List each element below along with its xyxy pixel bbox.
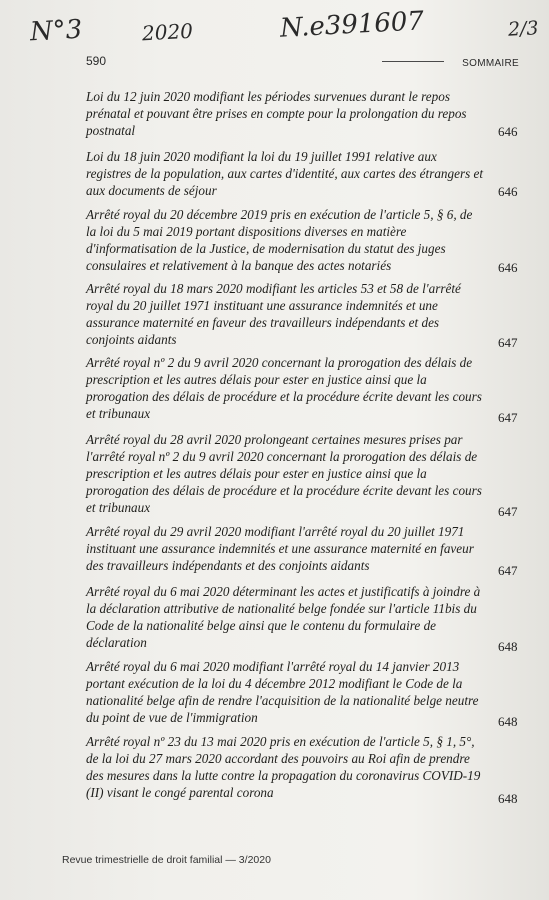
page-number: 590 [86, 54, 107, 68]
handwritten-year: 2020 [141, 18, 194, 46]
toc-entry-page: 647 [498, 504, 518, 519]
toc-entry-title: Arrêté royal du 28 avril 2020 prolongeant certaines mesures prises par l'arrêté royal nº 2 du 9 avril 2020 concernant la prorogation des délais de prescription et les autres délais pour ester en justice ainsi que la prorogation des délais de procédure et la procédure écrite devant les cours et tribunaux [86, 432, 482, 516]
toc-entry-title: Arrêté royal du 6 mai 2020 modifiant l'arrêté royal du 14 janvier 2013 portant exécution de la loi du 4 décembre 2012 modifiant le Code de la nationalité belge afin de rendre l'acquisition de la nationalité belge neutre du point de vue de l'immigration [86, 659, 479, 726]
toc-entry-page: 647 [498, 563, 518, 578]
toc-entry [86, 280, 518, 350]
toc-entry-title: Loi du 12 juin 2020 modifiant les périodes survenues durant le repos prénatal et pouvant être prises en compte pour la prolongation du repos postnatal [86, 89, 467, 139]
journal-footer: Revue trimestrielle de droit familial — 3/2020 [62, 854, 271, 866]
toc-entry-title: Loi du 18 juin 2020 modifiant la loi du 19 juillet 1991 relative aux registres de la population, aux cartes d'identité, aux cartes des étrangers et aux documents de séjour [86, 149, 484, 199]
toc-entry-page: 648 [498, 791, 518, 806]
toc-entry [86, 523, 518, 578]
toc-entry [86, 148, 518, 199]
toc-entry [86, 88, 518, 139]
section-label: SOMMAIRE [462, 58, 519, 69]
toc-entry-page: 646 [498, 184, 518, 199]
handwritten-reference: N.e391607 [279, 6, 425, 44]
toc-entry [86, 658, 518, 729]
toc-entry-page: 647 [498, 335, 518, 350]
handwritten-issue-mark: N°3 [29, 14, 84, 48]
toc-entry-title: Arrêté royal du 6 mai 2020 déterminant les actes et justificatifs à joindre à la déclaration attributive de nationalité belge fondée sur l'article 11bis du Code de la nationalité belge ainsi que le contenu du formulaire de déclaration [86, 584, 481, 651]
handwritten-fraction: 2/3 [507, 17, 540, 41]
toc-entry-page: 646 [498, 124, 518, 139]
toc-entry [86, 206, 518, 275]
toc-entry-title: Arrêté royal nº 2 du 9 avril 2020 concernant la prorogation des délais de prescription et les autres délais pour ester en justice ainsi que la prorogation des délais de procédure et la procédure écrite devant les cours et tribunaux [86, 355, 482, 422]
toc-entry-title: Arrêté royal du 20 décembre 2019 pris en exécution de l'article 5, § 6, de la loi du 5 mai 2019 portant dispositions diverses en matière d'informatisation de la Justice, de modernisation du statut des juges consulaires et relativement à la banque des actes notariés [86, 207, 473, 274]
toc-entry-title: Arrêté royal nº 23 du 13 mai 2020 pris en exécution de l'article 5, § 1, 5°, de la loi du 27 mars 2020 accordant des pouvoirs au Roi afin de prendre des mesures dans la lutte contre la propagation du coronavirus COVID-19 (II) visant le congé parental corona [86, 734, 481, 801]
toc-entry [86, 431, 518, 519]
toc-entry-page: 648 [498, 714, 518, 729]
toc-entry-page: 647 [498, 410, 518, 425]
toc-entry-title: Arrêté royal du 29 avril 2020 modifiant l'arrêté royal du 20 juillet 1971 instituant une assurance indemnités et une assurance maternité en faveur des travailleurs indépendants et des conjoints aidants [86, 524, 474, 574]
toc-entry-page: 648 [498, 639, 518, 654]
toc-entry [86, 354, 518, 425]
toc-entry [86, 733, 518, 806]
toc-entry-page: 646 [498, 260, 518, 275]
toc-entry-title: Arrêté royal du 18 mars 2020 modifiant les articles 53 et 58 de l'arrêté royal du 20 juillet 1971 instituant une assurance indemnités et une assurance maternité en faveur des travailleurs indépendants et des conjoints aidants [86, 281, 461, 348]
toc-entry [86, 583, 518, 654]
